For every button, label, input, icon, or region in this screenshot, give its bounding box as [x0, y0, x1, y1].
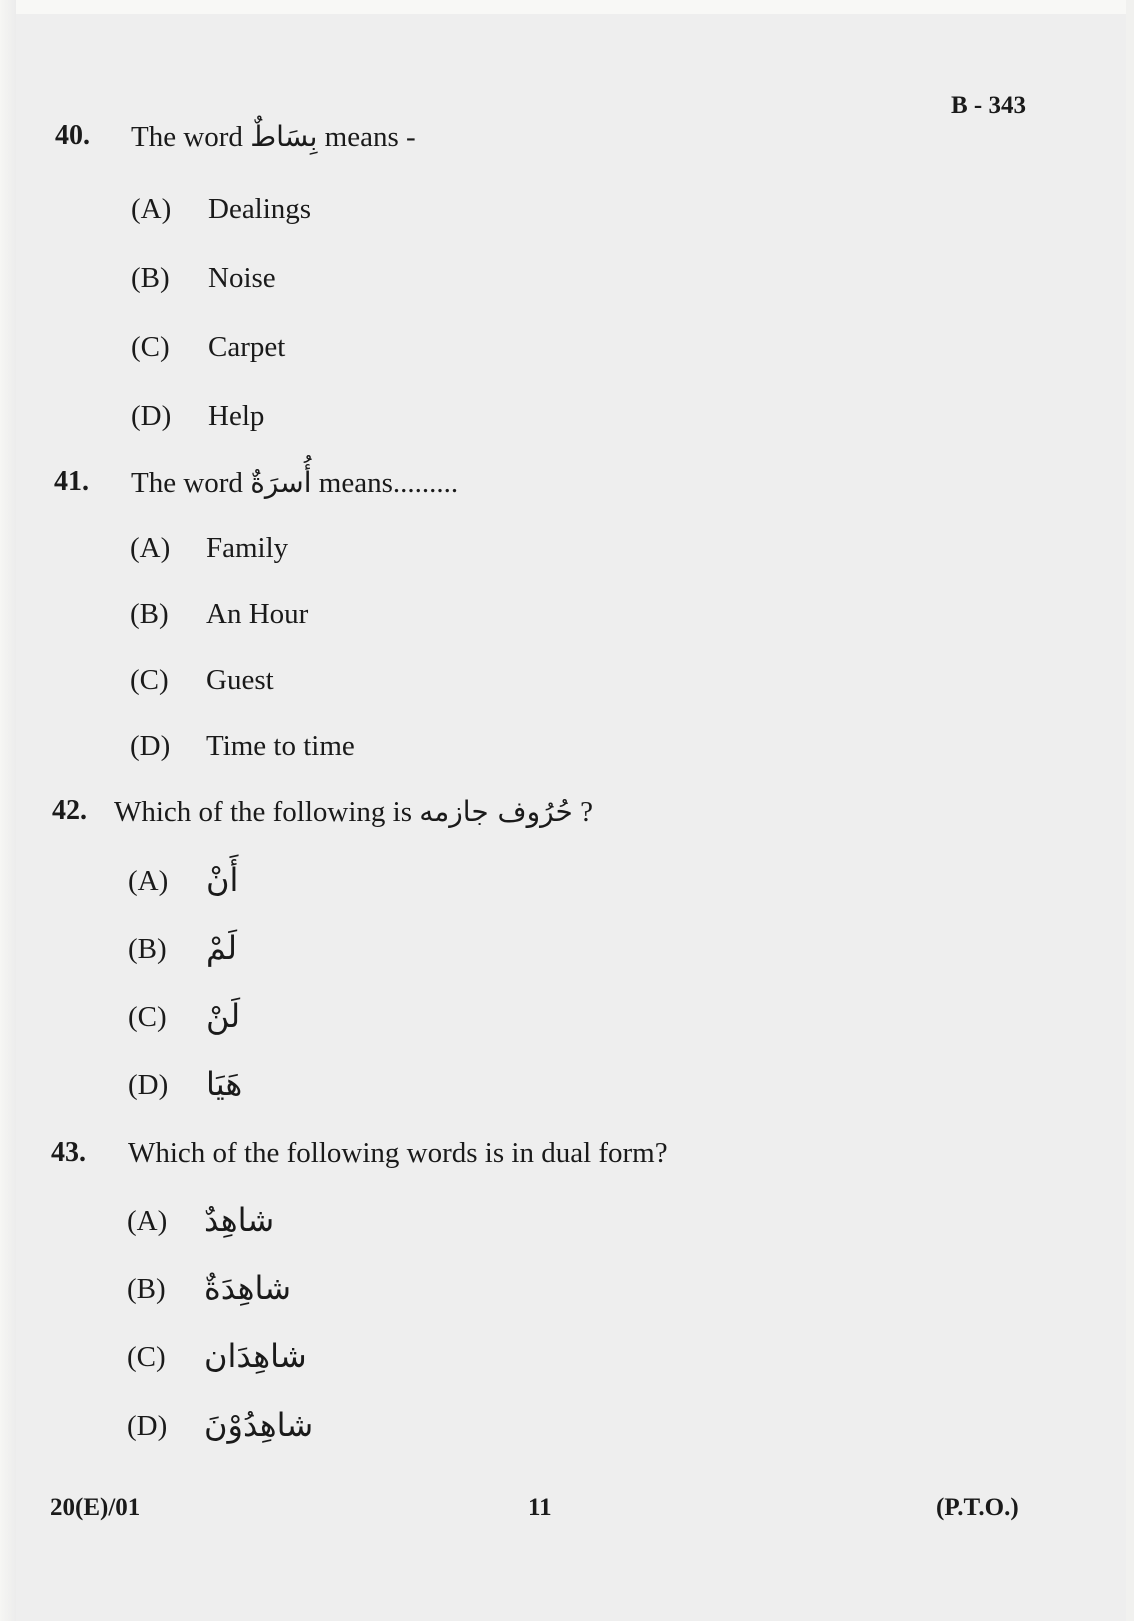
option-41-d[interactable]: [0, 730, 1134, 776]
option-letter: (A): [131, 193, 172, 225]
question-number: 43.: [51, 1137, 86, 1168]
option-letter: (A): [128, 865, 169, 897]
option-text: شاهِدَان: [204, 1337, 307, 1375]
option-text: لَمْ: [206, 929, 238, 967]
option-letter: (D): [127, 1410, 168, 1442]
question-43: [0, 1137, 1134, 1177]
option-letter: (C): [130, 664, 169, 696]
option-letter: (D): [131, 400, 172, 432]
footer-page-number: 11: [528, 1494, 552, 1521]
option-text: هَيَا: [206, 1065, 243, 1103]
option-text: Help: [208, 400, 265, 432]
option-letter: (D): [130, 730, 171, 762]
option-letter: (C): [128, 1001, 167, 1033]
option-text: Noise: [208, 262, 276, 294]
option-42-c[interactable]: [0, 997, 1134, 1047]
paper-code: B - 343: [951, 92, 1026, 119]
scan-edge-top: [0, 0, 1134, 14]
option-43-d[interactable]: [0, 1406, 1134, 1456]
option-letter: (C): [131, 331, 170, 363]
question-prefix: The word: [131, 121, 243, 153]
question-41: [0, 466, 1134, 506]
option-40-c[interactable]: [0, 331, 1134, 377]
option-letter: (A): [130, 532, 171, 564]
option-letter: (C): [127, 1341, 166, 1373]
footer-exam-code: 20(E)/01: [50, 1494, 141, 1521]
question-text: Which of the following words is in dual form?: [128, 1137, 668, 1169]
option-letter: (D): [128, 1069, 169, 1101]
question-suffix: ?: [580, 796, 593, 828]
question-text: [114, 795, 593, 829]
option-text: شاهِدٌ: [204, 1201, 275, 1239]
option-text: شاهِدُوْنَ: [204, 1406, 314, 1444]
question-suffix: means.........: [318, 467, 459, 499]
question-prefix: The word: [131, 467, 243, 499]
option-letter: (A): [127, 1205, 168, 1237]
option-text: شاهِدَةٌ: [204, 1269, 291, 1307]
question-number: 40.: [55, 120, 90, 151]
option-text: An Hour: [206, 598, 309, 630]
option-43-a[interactable]: [0, 1201, 1134, 1251]
option-letter: (B): [127, 1273, 166, 1305]
option-43-c[interactable]: [0, 1337, 1134, 1387]
option-text: Time to time: [206, 730, 355, 762]
question-42: [0, 795, 1134, 835]
question-arabic-word: بِسَاطٌ: [250, 120, 318, 153]
question-arabic-word: حُرُوف جازمه: [419, 795, 573, 828]
option-letter: (B): [128, 933, 167, 965]
option-42-d[interactable]: [0, 1065, 1134, 1115]
option-letter: (B): [131, 262, 170, 294]
question-number: 41.: [54, 466, 89, 497]
question-40: [0, 120, 1134, 160]
option-text: لَنْ: [206, 997, 241, 1035]
option-40-d[interactable]: [0, 400, 1134, 446]
option-42-a[interactable]: [0, 861, 1134, 911]
question-number: 42.: [52, 795, 87, 826]
option-40-a[interactable]: [0, 193, 1134, 239]
option-text: Family: [206, 532, 289, 564]
option-41-b[interactable]: [0, 598, 1134, 644]
option-41-c[interactable]: [0, 664, 1134, 710]
option-40-b[interactable]: [0, 262, 1134, 308]
option-41-a[interactable]: [0, 532, 1134, 578]
question-arabic-word: أُسرَةٌ: [250, 466, 312, 499]
question-text: [131, 120, 416, 154]
option-text: أَنْ: [206, 861, 239, 899]
option-43-b[interactable]: [0, 1269, 1134, 1319]
question-prefix: Which of the following is: [114, 796, 413, 828]
question-suffix: means -: [324, 121, 416, 153]
option-text: Guest: [206, 664, 274, 696]
question-text: [131, 466, 458, 500]
option-42-b[interactable]: [0, 929, 1134, 979]
footer-pto: (P.T.O.): [936, 1494, 1019, 1521]
option-text: Carpet: [208, 331, 286, 363]
option-letter: (B): [130, 598, 169, 630]
option-text: Dealings: [208, 193, 312, 225]
